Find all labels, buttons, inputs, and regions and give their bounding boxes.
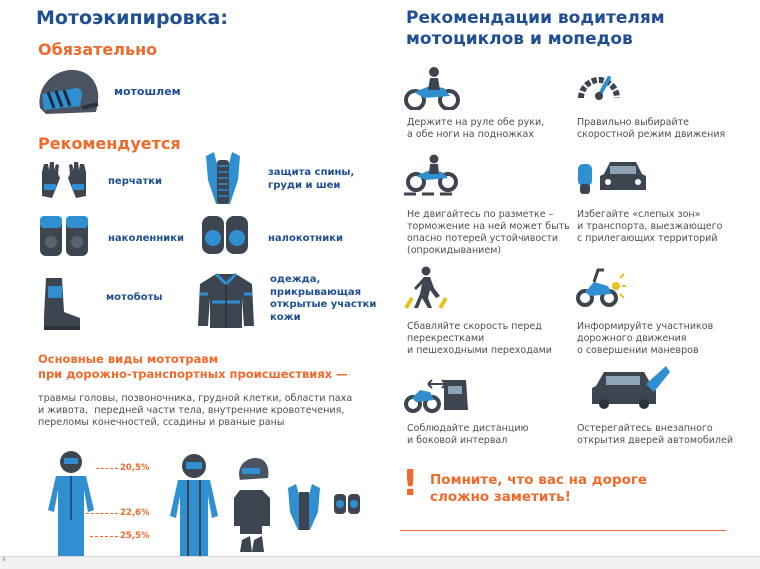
boots-label: мотоботы xyxy=(106,292,163,303)
body-figure-injury-map xyxy=(36,450,106,556)
car-doors-icon xyxy=(592,364,672,412)
pct-line-3 xyxy=(90,536,118,537)
knee-pads-icon xyxy=(38,214,90,258)
helmet-label: мотошлем xyxy=(114,85,181,98)
blind-spot-icon xyxy=(576,154,648,196)
back-protector-icon xyxy=(200,150,246,206)
tip-car-doors: Остерегайтесь внезапного открытия дверей автомобилей xyxy=(577,423,734,446)
exclamation-mark-icon: ! xyxy=(402,463,419,504)
tip-blind-spots: Избегайте «слепых зон» и транспорта, выезжающего с прилегающих территорий xyxy=(577,209,723,244)
recommendations-title: Рекомендации водителям мотоциклов и мопедов xyxy=(406,8,665,49)
injuries-heading: Основные виды мототравм при дорожно-транспортных происшествиях — xyxy=(38,352,348,381)
pct-line-1 xyxy=(96,468,118,469)
pct-line-2 xyxy=(86,513,118,514)
gloves-icon xyxy=(38,160,90,200)
elbow-pads-icon xyxy=(200,212,250,258)
injuries-text: травмы головы, позвоночника, грудной клетки, области паха и живота, передней части тела, внутренние кровотечения, переломы конечностей, ссадины и рваные раны xyxy=(38,393,353,428)
head-injury-percent: 20,5% xyxy=(120,463,150,473)
tip-hands-on-handlebar: Держите на руле обе руки, а обе ноги на подножках xyxy=(407,117,545,140)
motorcycle-on-markings-icon xyxy=(404,154,460,196)
reminder-text: Помните, что вас на дороге сложно заметить! xyxy=(430,472,648,505)
boots-icon xyxy=(38,276,84,332)
reminder-underline xyxy=(400,530,726,531)
helmet-icon xyxy=(36,68,102,118)
clothing-label: одежда, прикрывающая открытые участки кожи xyxy=(270,274,377,323)
knee-pads-label: наколенники xyxy=(108,233,185,244)
tip-keep-distance: Соблюдайте дистанцию и боковой интервал xyxy=(407,423,529,446)
tip-slow-at-crossings: Сбавляйте скорость перед перекрестками и пешеходными переходами xyxy=(407,321,552,356)
small-gear-set xyxy=(232,454,372,554)
elbow-pads-label: налокотники xyxy=(268,233,344,244)
groin-injury-percent: 25,5% xyxy=(120,531,150,541)
distance-icon xyxy=(404,374,470,414)
viewer-bottom-bar xyxy=(0,556,760,569)
back-protector-label: защита спины, груди и шеи xyxy=(268,167,355,191)
mandatory-heading: Обязательно xyxy=(38,40,158,59)
rider-figure-equipped xyxy=(162,452,226,556)
scroll-left-icon[interactable]: ‹ xyxy=(2,554,6,565)
pedestrian-crossing-icon xyxy=(404,266,450,310)
tip-avoid-markings: Не двигайтесь по разметке – торможение на ней может быть опасно потерей устойчивости (опрокидыванием) xyxy=(407,209,570,256)
speedometer-icon xyxy=(577,66,621,106)
torso-injury-percent: 22,6% xyxy=(120,508,150,518)
tip-signal-maneuvers: Информируйте участников дорожного движения о совершении маневров xyxy=(577,321,714,356)
gloves-label: перчатки xyxy=(108,176,163,187)
recommended-heading: Рекомендуется xyxy=(38,134,181,153)
equipment-title: Мотоэкипировка: xyxy=(36,7,228,29)
tip-choose-speed: Правильно выбирайте скоростной режим движения xyxy=(577,117,726,140)
turn-signal-icon xyxy=(576,264,626,308)
jacket-icon xyxy=(196,272,256,330)
motorcyclist-icon xyxy=(404,66,460,110)
